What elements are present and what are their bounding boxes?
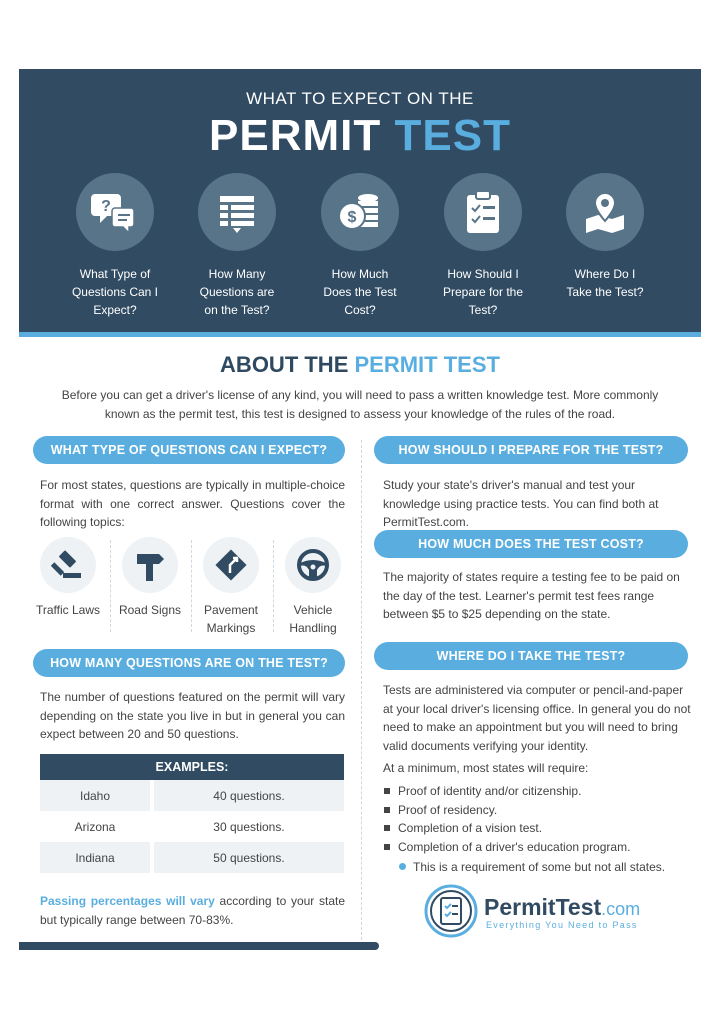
svg-text:?: ? xyxy=(101,198,111,215)
table-row xyxy=(40,811,344,842)
clipboard-icon xyxy=(444,173,522,251)
topic-pavement-markings xyxy=(191,537,271,637)
pavement-marking-icon xyxy=(203,537,259,593)
permittest-logo xyxy=(424,884,684,940)
header-item-how-many xyxy=(182,173,292,319)
header-item-label: Test? xyxy=(468,303,498,317)
header-title-accent: TEST xyxy=(394,111,511,160)
about-title-accent: PERMIT TEST xyxy=(354,352,500,377)
header-banner xyxy=(19,69,701,337)
header-item-label: Questions Can I xyxy=(71,285,159,299)
topic-road-signs xyxy=(110,537,190,619)
header-icon-row xyxy=(19,173,701,323)
header-item-label: What Type of xyxy=(79,267,151,281)
requirements-sublist xyxy=(397,858,697,877)
column-divider xyxy=(361,440,362,940)
list-item: Proof of residency. xyxy=(383,801,693,820)
topic-label: Pavement xyxy=(203,603,259,617)
header-item-question-type xyxy=(60,173,170,319)
footer-bar xyxy=(19,942,379,950)
header-item-label: Prepare for the xyxy=(442,285,524,299)
header-item-how-much xyxy=(305,173,415,319)
logo-name-text: PermitTest xyxy=(484,894,602,920)
examples-table-header: EXAMPLES: xyxy=(40,754,344,780)
where-min-text: At a minimum, most states will require: xyxy=(383,761,589,775)
about-intro: Before you can get a driver's license of any kind, you will need to pass a written knowledge test. More commonly known as the permit test, this test is designed to assess your knowledge of the rules of the road. xyxy=(61,388,659,421)
section-heading-where: WHERE DO I TAKE THE TEST? xyxy=(374,642,688,670)
topic-traffic-laws xyxy=(28,537,108,619)
how-many-text: The number of questions featured on the permit will vary depending on the state you live in but in general you can expect between 20 and 50 questions. xyxy=(40,690,345,741)
header-item-label: How Many xyxy=(208,267,266,281)
prepare-text: Study your state's driver's manual and test your knowledge using practice tests. You can find both at PermitTest.com. xyxy=(383,478,659,529)
svg-text:$: $ xyxy=(347,209,357,226)
section-heading-how-many: HOW MANY QUESTIONS ARE ON THE TEST? xyxy=(33,649,345,677)
cost-text: The majority of states require a testing fee to be paid on the day of the test. Learner's permit test fees range between $5 to $25 depending on the state. xyxy=(383,570,680,621)
table-cell-count: 30 questions. xyxy=(213,819,285,834)
where-text: Tests are administered via computer or pencil-and-paper at your local driver's licensing office. In general you do not need to make an appointment but you will need to bring valid documents verifying your identity. xyxy=(383,683,691,753)
topic-label: Vehicle xyxy=(293,603,333,617)
table-cell-state: Arizona xyxy=(74,819,116,834)
topic-label: Road Signs xyxy=(118,603,182,617)
header-item-label: How Much xyxy=(331,267,389,281)
header-item-label: Questions are xyxy=(199,285,275,299)
list-item: This is a requirement of some but not all states. xyxy=(397,858,697,877)
table-cell-count: 40 questions. xyxy=(154,780,344,811)
gavel-icon xyxy=(40,537,96,593)
header-item-label: Cost? xyxy=(344,303,376,317)
about-title xyxy=(0,352,720,378)
header-item-label: Where Do I xyxy=(574,267,636,281)
table-row xyxy=(40,780,344,811)
passing-rest: according to your state but typically range between 70-83%. xyxy=(40,894,345,927)
table-cell-count: 50 questions. xyxy=(154,842,344,873)
header-item-label: How Should I xyxy=(447,267,519,281)
header-item-where xyxy=(550,173,660,301)
question-type-text: For most states, questions are typically in multiple-choice format with one correct answer. Questions cover the following topics: xyxy=(40,478,345,529)
requirements-list xyxy=(383,782,693,856)
topic-label: Markings xyxy=(206,621,256,635)
examples-table xyxy=(40,754,344,873)
header-title-main: PERMIT xyxy=(209,111,395,160)
logo-tagline: Everything You Need to Pass xyxy=(486,920,638,930)
list-item: Completion of a vision test. xyxy=(383,819,693,838)
table-cell-state: Indiana xyxy=(40,842,150,873)
passing-percentage-text xyxy=(40,892,345,929)
coins-icon xyxy=(321,173,399,251)
road-sign-icon xyxy=(122,537,178,593)
table-row xyxy=(40,842,344,873)
question-bubbles-icon xyxy=(76,173,154,251)
section-heading-prepare: HOW SHOULD I PREPARE FOR THE TEST? xyxy=(374,436,688,464)
header-item-label: Take the Test? xyxy=(566,285,644,299)
topic-vehicle-handling xyxy=(273,537,353,637)
topic-label: Handling xyxy=(289,621,337,635)
steering-wheel-icon xyxy=(285,537,341,593)
header-subtitle: WHAT TO EXPECT ON THE xyxy=(246,89,474,108)
header-item-label: Does the Test xyxy=(323,285,397,299)
topic-label: Traffic Laws xyxy=(35,603,101,617)
map-pin-icon xyxy=(566,173,644,251)
logo-suffix: .com xyxy=(601,899,641,919)
list-icon xyxy=(198,173,276,251)
header-item-prepare xyxy=(428,173,538,319)
about-title-main: ABOUT THE xyxy=(220,352,355,377)
logo-badge-icon xyxy=(424,884,478,938)
header-item-label: on the Test? xyxy=(204,303,270,317)
list-item: Completion of a driver's education program. xyxy=(383,838,693,857)
header-item-label: Expect? xyxy=(93,303,137,317)
section-heading-question-type: WHAT TYPE OF QUESTIONS CAN I EXPECT? xyxy=(33,436,345,464)
list-item: Proof of identity and/or citizenship. xyxy=(383,782,693,801)
passing-highlight: Passing percentages will vary xyxy=(40,894,215,908)
header-title xyxy=(19,111,701,161)
section-heading-cost: HOW MUCH DOES THE TEST COST? xyxy=(374,530,688,558)
logo-name xyxy=(484,894,640,921)
table-cell-state: Idaho xyxy=(40,780,150,811)
